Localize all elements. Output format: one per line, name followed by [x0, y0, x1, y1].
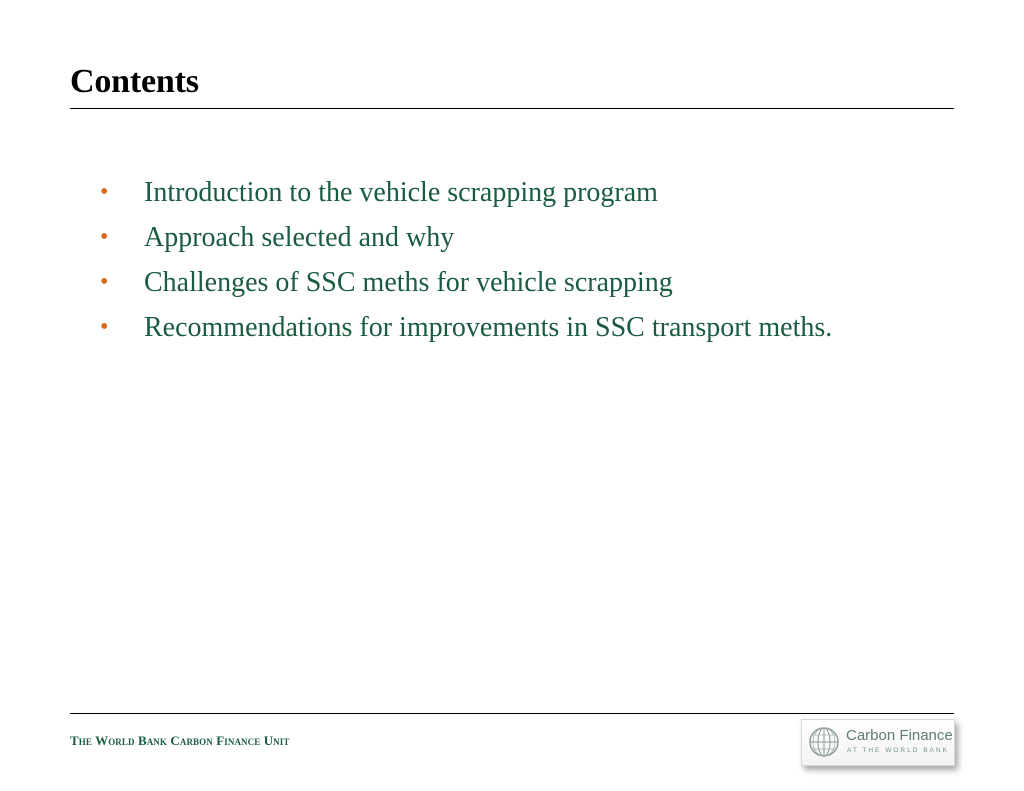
- logo-sub-text: AT THE WORLD BANK: [847, 747, 949, 754]
- list-item-text: Recommendations for improvements in SSC transport meths.: [144, 312, 833, 343]
- title-divider: [70, 108, 954, 109]
- slide-title: Contents: [70, 63, 199, 100]
- bullet-icon: •: [100, 314, 109, 340]
- bullet-icon: •: [100, 179, 109, 205]
- list-item-text: Introduction to the vehicle scrapping program: [144, 177, 658, 208]
- footer-divider: [70, 713, 954, 714]
- carbon-finance-logo: [801, 719, 955, 766]
- list-item-text: Challenges of SSC meths for vehicle scrapping: [144, 267, 673, 298]
- logo-main-text: Carbon Finance: [846, 727, 953, 744]
- list-item-text: Approach selected and why: [144, 222, 455, 253]
- globe-icon: [808, 726, 840, 758]
- bullet-icon: •: [100, 224, 109, 250]
- bullet-icon: •: [100, 269, 109, 295]
- footer-text: The World Bank Carbon Finance Unit: [70, 733, 290, 748]
